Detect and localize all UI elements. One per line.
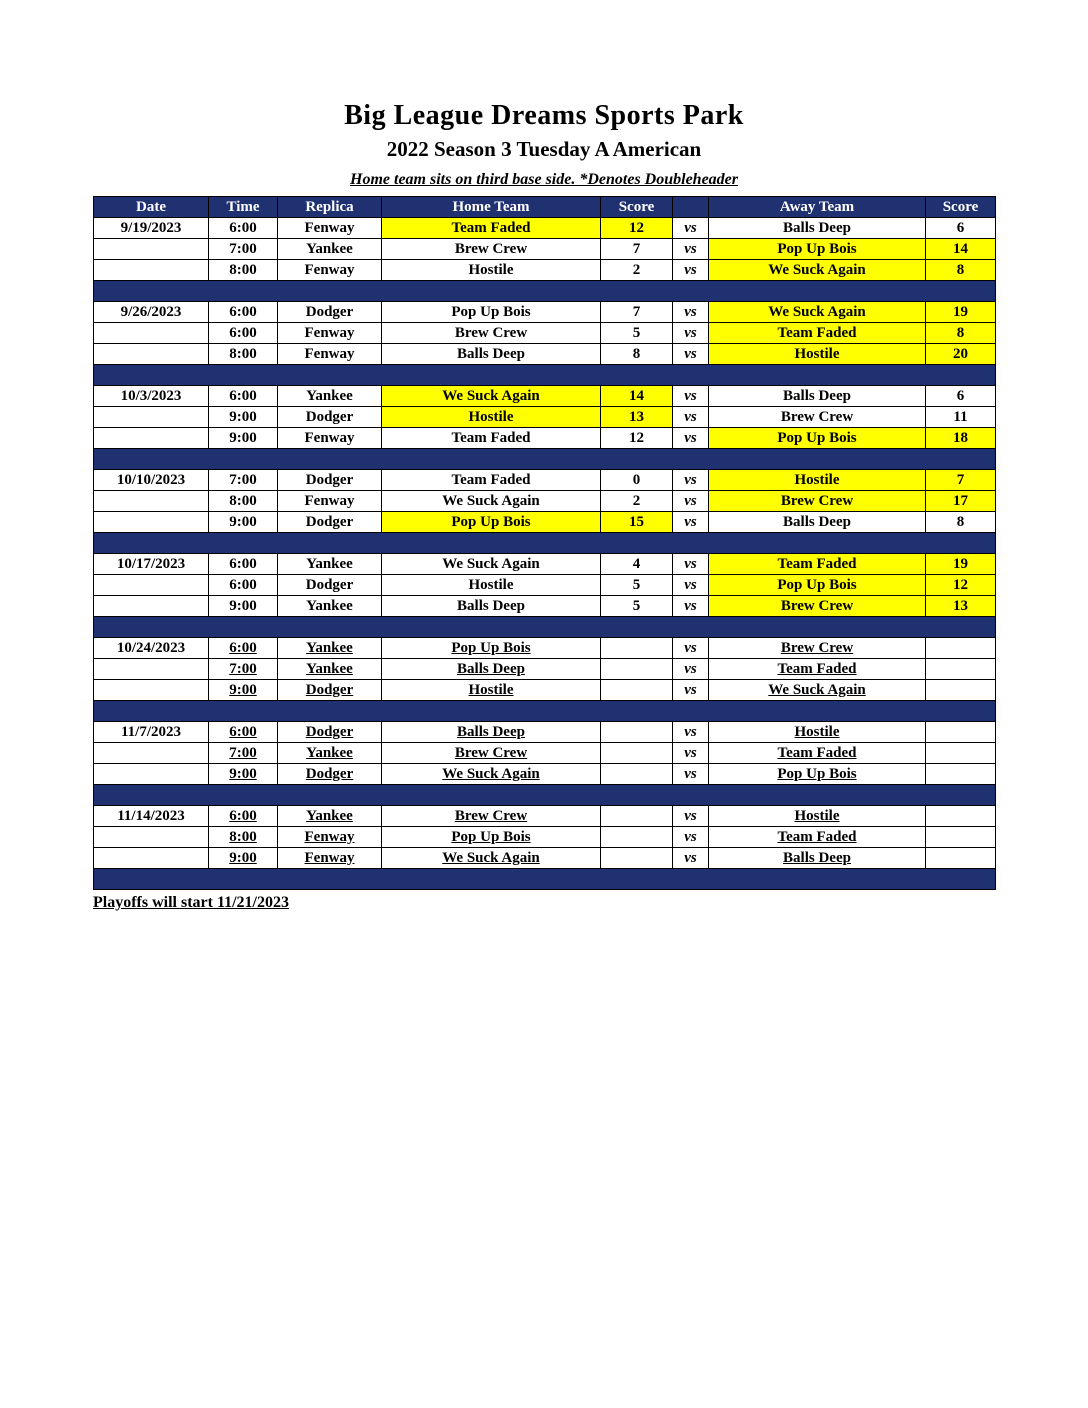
col-header-replica: Replica <box>278 197 382 218</box>
vs-cell: vs <box>673 575 709 596</box>
time-cell: 6:00 <box>209 806 278 827</box>
vs-cell: vs <box>673 344 709 365</box>
date-cell <box>94 680 209 701</box>
time-cell: 9:00 <box>209 512 278 533</box>
date-cell <box>94 323 209 344</box>
away-score-cell <box>926 827 996 848</box>
home-team-cell: Pop Up Bois <box>382 512 601 533</box>
home-score-cell: 8 <box>601 344 673 365</box>
home-team-cell: We Suck Again <box>382 554 601 575</box>
separator-row <box>94 617 996 638</box>
away-team-cell: Pop Up Bois <box>709 239 926 260</box>
away-score-cell: 8 <box>926 323 996 344</box>
game-row <box>94 512 996 533</box>
separator-cell <box>94 701 996 722</box>
time-cell: 9:00 <box>209 848 278 869</box>
home-score-cell: 12 <box>601 428 673 449</box>
home-team-cell: We Suck Again <box>382 848 601 869</box>
date-cell <box>94 743 209 764</box>
date-cell <box>94 848 209 869</box>
replica-cell: Yankee <box>278 596 382 617</box>
replica-cell: Yankee <box>278 659 382 680</box>
separator-row <box>94 365 996 386</box>
away-team-cell: Hostile <box>709 344 926 365</box>
home-team-cell: Hostile <box>382 407 601 428</box>
time-cell: 6:00 <box>209 575 278 596</box>
col-header-away-team: Away Team <box>709 197 926 218</box>
game-row <box>94 428 996 449</box>
away-team-cell: Balls Deep <box>709 386 926 407</box>
vs-cell: vs <box>673 470 709 491</box>
date-cell <box>94 764 209 785</box>
away-team-cell: Balls Deep <box>709 512 926 533</box>
home-score-cell <box>601 659 673 680</box>
time-cell: 9:00 <box>209 407 278 428</box>
date-cell <box>94 491 209 512</box>
game-row <box>94 764 996 785</box>
home-team-cell: Balls Deep <box>382 596 601 617</box>
separator-cell <box>94 365 996 386</box>
game-row <box>94 407 996 428</box>
home-team-cell: Pop Up Bois <box>382 302 601 323</box>
replica-cell: Fenway <box>278 260 382 281</box>
home-team-cell: Team Faded <box>382 218 601 239</box>
game-row <box>94 659 996 680</box>
home-team-cell: Balls Deep <box>382 344 601 365</box>
date-cell: 10/24/2023 <box>94 638 209 659</box>
time-cell: 8:00 <box>209 260 278 281</box>
away-team-cell: Brew Crew <box>709 407 926 428</box>
home-score-cell: 13 <box>601 407 673 428</box>
time-cell: 6:00 <box>209 386 278 407</box>
date-cell <box>94 596 209 617</box>
time-cell: 6:00 <box>209 218 278 239</box>
time-cell: 7:00 <box>209 743 278 764</box>
away-team-cell: Balls Deep <box>709 848 926 869</box>
replica-cell: Fenway <box>278 323 382 344</box>
vs-cell: vs <box>673 260 709 281</box>
game-row <box>94 491 996 512</box>
time-cell: 6:00 <box>209 554 278 575</box>
home-score-cell: 5 <box>601 596 673 617</box>
away-team-cell: Pop Up Bois <box>709 428 926 449</box>
away-score-cell: 7 <box>926 470 996 491</box>
home-team-cell: Hostile <box>382 575 601 596</box>
away-team-cell: Team Faded <box>709 554 926 575</box>
home-score-cell <box>601 743 673 764</box>
away-team-cell: Pop Up Bois <box>709 764 926 785</box>
time-cell: 9:00 <box>209 680 278 701</box>
replica-cell: Fenway <box>278 218 382 239</box>
vs-cell: vs <box>673 764 709 785</box>
vs-cell: vs <box>673 239 709 260</box>
time-cell: 9:00 <box>209 596 278 617</box>
replica-cell: Yankee <box>278 554 382 575</box>
home-team-cell: We Suck Again <box>382 491 601 512</box>
away-score-cell: 20 <box>926 344 996 365</box>
separator-cell <box>94 533 996 554</box>
separator-cell <box>94 785 996 806</box>
away-score-cell: 19 <box>926 302 996 323</box>
replica-cell: Fenway <box>278 491 382 512</box>
home-team-cell: Team Faded <box>382 470 601 491</box>
home-score-cell <box>601 722 673 743</box>
game-row <box>94 218 996 239</box>
away-team-cell: Hostile <box>709 806 926 827</box>
home-team-cell: Team Faded <box>382 428 601 449</box>
time-cell: 6:00 <box>209 638 278 659</box>
page-title: Big League Dreams Sports Park <box>344 100 744 131</box>
replica-cell: Dodger <box>278 575 382 596</box>
away-score-cell <box>926 722 996 743</box>
separator-row <box>94 701 996 722</box>
date-cell: 10/17/2023 <box>94 554 209 575</box>
page-tagline: Home team sits on third base side. *Denotes Doubleheader <box>350 171 738 188</box>
date-cell: 11/7/2023 <box>94 722 209 743</box>
replica-cell: Dodger <box>278 302 382 323</box>
time-cell: 8:00 <box>209 344 278 365</box>
home-score-cell: 7 <box>601 302 673 323</box>
date-cell: 9/26/2023 <box>94 302 209 323</box>
vs-cell: vs <box>673 323 709 344</box>
home-score-cell: 7 <box>601 239 673 260</box>
time-cell: 8:00 <box>209 827 278 848</box>
col-header-home-score: Score <box>601 197 673 218</box>
time-cell: 7:00 <box>209 239 278 260</box>
away-score-cell <box>926 743 996 764</box>
home-team-cell: Pop Up Bois <box>382 827 601 848</box>
away-score-cell: 17 <box>926 491 996 512</box>
col-header-away-score: Score <box>926 197 996 218</box>
away-score-cell: 11 <box>926 407 996 428</box>
col-header-vs <box>673 197 709 218</box>
separator-cell <box>94 869 996 890</box>
game-row <box>94 596 996 617</box>
home-score-cell: 14 <box>601 386 673 407</box>
replica-cell: Dodger <box>278 680 382 701</box>
date-cell: 10/10/2023 <box>94 470 209 491</box>
vs-cell: vs <box>673 554 709 575</box>
away-score-cell: 19 <box>926 554 996 575</box>
home-team-cell: We Suck Again <box>382 764 601 785</box>
home-score-cell: 5 <box>601 575 673 596</box>
game-row <box>94 848 996 869</box>
away-score-cell: 6 <box>926 386 996 407</box>
date-cell <box>94 659 209 680</box>
vs-cell: vs <box>673 302 709 323</box>
replica-cell: Dodger <box>278 722 382 743</box>
replica-cell: Dodger <box>278 764 382 785</box>
replica-cell: Dodger <box>278 407 382 428</box>
home-score-cell: 0 <box>601 470 673 491</box>
separator-row <box>94 281 996 302</box>
away-score-cell: 18 <box>926 428 996 449</box>
game-row <box>94 827 996 848</box>
replica-cell: Fenway <box>278 827 382 848</box>
home-score-cell <box>601 764 673 785</box>
game-row <box>94 470 996 491</box>
home-team-cell: Pop Up Bois <box>382 638 601 659</box>
home-team-cell: We Suck Again <box>382 386 601 407</box>
away-team-cell: Team Faded <box>709 743 926 764</box>
separator-row <box>94 449 996 470</box>
replica-cell: Fenway <box>278 428 382 449</box>
away-score-cell: 13 <box>926 596 996 617</box>
vs-cell: vs <box>673 743 709 764</box>
game-row <box>94 239 996 260</box>
page-subtitle: 2022 Season 3 Tuesday A American <box>386 137 702 161</box>
home-score-cell <box>601 848 673 869</box>
away-team-cell: Brew Crew <box>709 638 926 659</box>
replica-cell: Yankee <box>278 239 382 260</box>
date-cell: 11/14/2023 <box>94 806 209 827</box>
away-team-cell: Brew Crew <box>709 596 926 617</box>
away-team-cell: Pop Up Bois <box>709 575 926 596</box>
home-team-cell: Balls Deep <box>382 722 601 743</box>
date-cell <box>94 428 209 449</box>
game-row <box>94 344 996 365</box>
away-score-cell <box>926 638 996 659</box>
date-cell <box>94 512 209 533</box>
away-score-cell: 8 <box>926 260 996 281</box>
away-team-cell: Balls Deep <box>709 218 926 239</box>
away-team-cell: Team Faded <box>709 323 926 344</box>
separator-cell <box>94 281 996 302</box>
replica-cell: Dodger <box>278 512 382 533</box>
away-team-cell: We Suck Again <box>709 302 926 323</box>
schedule-table <box>93 196 996 890</box>
home-team-cell: Hostile <box>382 260 601 281</box>
game-row <box>94 806 996 827</box>
replica-cell: Yankee <box>278 386 382 407</box>
date-cell: 9/19/2023 <box>94 218 209 239</box>
vs-cell: vs <box>673 827 709 848</box>
separator-cell <box>94 449 996 470</box>
home-score-cell <box>601 680 673 701</box>
away-team-cell: We Suck Again <box>709 680 926 701</box>
col-header-time: Time <box>209 197 278 218</box>
home-score-cell: 2 <box>601 260 673 281</box>
vs-cell: vs <box>673 680 709 701</box>
date-cell <box>94 407 209 428</box>
game-row <box>94 743 996 764</box>
home-team-cell: Brew Crew <box>382 806 601 827</box>
vs-cell: vs <box>673 806 709 827</box>
vs-cell: vs <box>673 218 709 239</box>
footer-note: Playoffs will start 11/21/2023 <box>93 894 289 911</box>
separator-row <box>94 869 996 890</box>
home-team-cell: Brew Crew <box>382 323 601 344</box>
away-score-cell <box>926 764 996 785</box>
game-row <box>94 554 996 575</box>
replica-cell: Yankee <box>278 806 382 827</box>
away-score-cell: 6 <box>926 218 996 239</box>
col-header-home-team: Home Team <box>382 197 601 218</box>
away-team-cell: Team Faded <box>709 659 926 680</box>
vs-cell: vs <box>673 722 709 743</box>
time-cell: 6:00 <box>209 302 278 323</box>
home-score-cell: 12 <box>601 218 673 239</box>
vs-cell: vs <box>673 428 709 449</box>
vs-cell: vs <box>673 638 709 659</box>
away-score-cell <box>926 680 996 701</box>
home-team-cell: Hostile <box>382 680 601 701</box>
home-score-cell: 2 <box>601 491 673 512</box>
time-cell: 6:00 <box>209 323 278 344</box>
table-header-row <box>94 197 996 218</box>
away-score-cell: 12 <box>926 575 996 596</box>
away-score-cell: 14 <box>926 239 996 260</box>
away-team-cell: Hostile <box>709 470 926 491</box>
vs-cell: vs <box>673 407 709 428</box>
away-team-cell: Brew Crew <box>709 491 926 512</box>
separator-row <box>94 533 996 554</box>
home-team-cell: Brew Crew <box>382 239 601 260</box>
date-cell <box>94 260 209 281</box>
vs-cell: vs <box>673 848 709 869</box>
vs-cell: vs <box>673 491 709 512</box>
vs-cell: vs <box>673 386 709 407</box>
vs-cell: vs <box>673 512 709 533</box>
home-score-cell <box>601 806 673 827</box>
replica-cell: Fenway <box>278 848 382 869</box>
home-team-cell: Balls Deep <box>382 659 601 680</box>
game-row <box>94 302 996 323</box>
vs-cell: vs <box>673 596 709 617</box>
time-cell: 8:00 <box>209 491 278 512</box>
away-team-cell: We Suck Again <box>709 260 926 281</box>
replica-cell: Fenway <box>278 344 382 365</box>
date-cell: 10/3/2023 <box>94 386 209 407</box>
time-cell: 9:00 <box>209 428 278 449</box>
vs-cell: vs <box>673 659 709 680</box>
time-cell: 7:00 <box>209 659 278 680</box>
replica-cell: Dodger <box>278 470 382 491</box>
away-score-cell <box>926 659 996 680</box>
home-team-cell: Brew Crew <box>382 743 601 764</box>
home-score-cell <box>601 638 673 659</box>
game-row <box>94 323 996 344</box>
game-row <box>94 386 996 407</box>
home-score-cell: 15 <box>601 512 673 533</box>
away-team-cell: Team Faded <box>709 827 926 848</box>
away-team-cell: Hostile <box>709 722 926 743</box>
date-cell <box>94 344 209 365</box>
col-header-date: Date <box>94 197 209 218</box>
game-row <box>94 722 996 743</box>
date-cell <box>94 575 209 596</box>
separator-row <box>94 785 996 806</box>
separator-cell <box>94 617 996 638</box>
home-score-cell <box>601 827 673 848</box>
date-cell <box>94 827 209 848</box>
away-score-cell <box>926 806 996 827</box>
time-cell: 7:00 <box>209 470 278 491</box>
date-cell <box>94 239 209 260</box>
game-row <box>94 260 996 281</box>
away-score-cell <box>926 848 996 869</box>
replica-cell: Yankee <box>278 638 382 659</box>
time-cell: 9:00 <box>209 764 278 785</box>
replica-cell: Yankee <box>278 743 382 764</box>
game-row <box>94 638 996 659</box>
away-score-cell: 8 <box>926 512 996 533</box>
home-score-cell: 5 <box>601 323 673 344</box>
home-score-cell: 4 <box>601 554 673 575</box>
time-cell: 6:00 <box>209 722 278 743</box>
game-row <box>94 575 996 596</box>
game-row <box>94 680 996 701</box>
